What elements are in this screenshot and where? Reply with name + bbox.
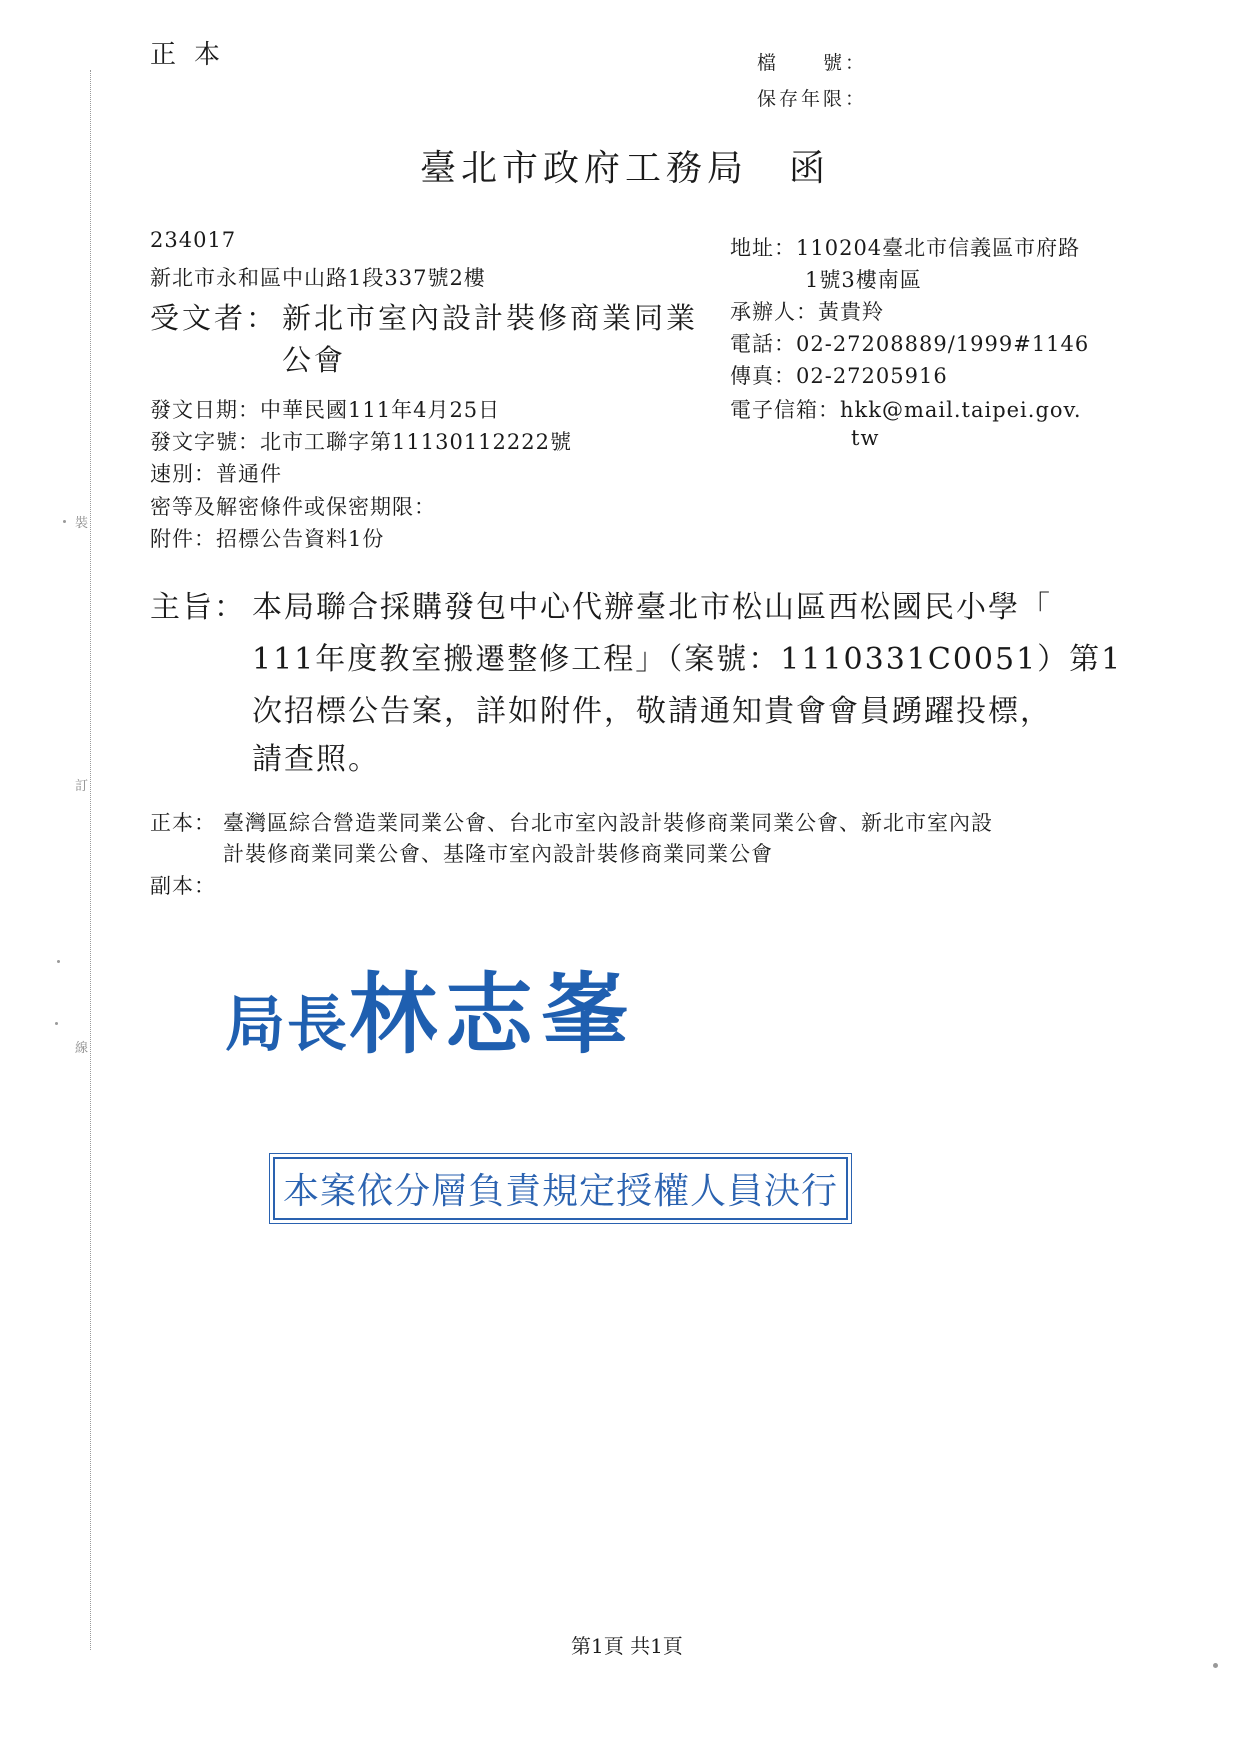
fax: 傳真：02-27205916 [730,364,948,388]
original-recipients-line2: 計裝修商業同業公會、基隆市室內設計裝修商業同業公會 [223,842,773,866]
original-recipients-label: 正本： [150,811,216,835]
recipient-address: 新北市永和區中山路1段337號2樓 [150,266,486,290]
sender-address-line1: 地址：110204臺北市信義區市府路 [730,236,1081,260]
delegation-stamp: 本案依分層負責規定授權人員決行 [273,1157,848,1220]
copy-recipients-label: 副本： [150,874,216,898]
postal-code: 234017 [150,228,237,252]
binding-line [90,70,91,1650]
subject-label: 主旨： [150,590,246,625]
handler: 承辦人：黃貴羚 [730,300,884,324]
recipient-label: 受文者： [150,301,279,335]
recipient-name-line1: 新北市室內設計裝修商業同業 [282,301,699,335]
issue-date: 發文日期：中華民國111年4月25日 [150,398,501,422]
binding-dot [57,960,60,963]
attachment: 附件：招標公告資料1份 [150,527,385,551]
phone: 電話：02-27208889/1999#1146 [730,332,1090,356]
binding-dot [63,520,66,523]
copy-type-label: 正本 [150,40,239,70]
director-title: 局長 [225,990,349,1060]
director-signature [225,945,637,1071]
subject-line1: 本局聯合採購發包中心代辦臺北市松山區西松國民小學「 [252,590,1052,625]
binding-dot [55,1022,58,1025]
binding-mark-ding: 訂 [75,779,89,794]
subject-line2: 111年度教室搬遷整修工程」（案號：1110331C0051）第1 [252,642,1123,677]
binding-mark-xian: 線 [75,1041,89,1056]
sender-address-line2: 1號3樓南區 [805,268,922,292]
subject-line4: 請查照。 [252,742,380,777]
subject-line3: 次招標公告案，詳如附件，敬請通知貴會會員踴躍投標， [252,694,1052,729]
confidentiality: 密等及解密條件或保密期限： [150,495,436,519]
delivery-speed: 速別：普通件 [150,462,282,486]
email-line1: 電子信箱：hkk@mail.taipei.gov. [730,398,1082,422]
retention-label: 保存年限： [757,88,868,110]
page-number: 第1頁 共1頁 [571,1634,683,1658]
email-line2: tw [851,426,880,450]
recipient-name-line2: 公會 [282,343,347,377]
page-title: 臺北市政府工務局 函 [420,148,831,189]
original-recipients-line1: 臺灣區綜合營造業同業公會、台北市室內設計裝修商業同業公會、新北市室內設 [223,811,993,835]
director-name: 林志峯 [349,963,638,1066]
file-number-label: 檔 號： [757,52,868,74]
scan-dot [1213,1663,1218,1668]
document-number: 發文字號：北市工聯字第11130112222號 [150,430,572,454]
binding-mark-zhuang: 裝 [75,516,89,531]
